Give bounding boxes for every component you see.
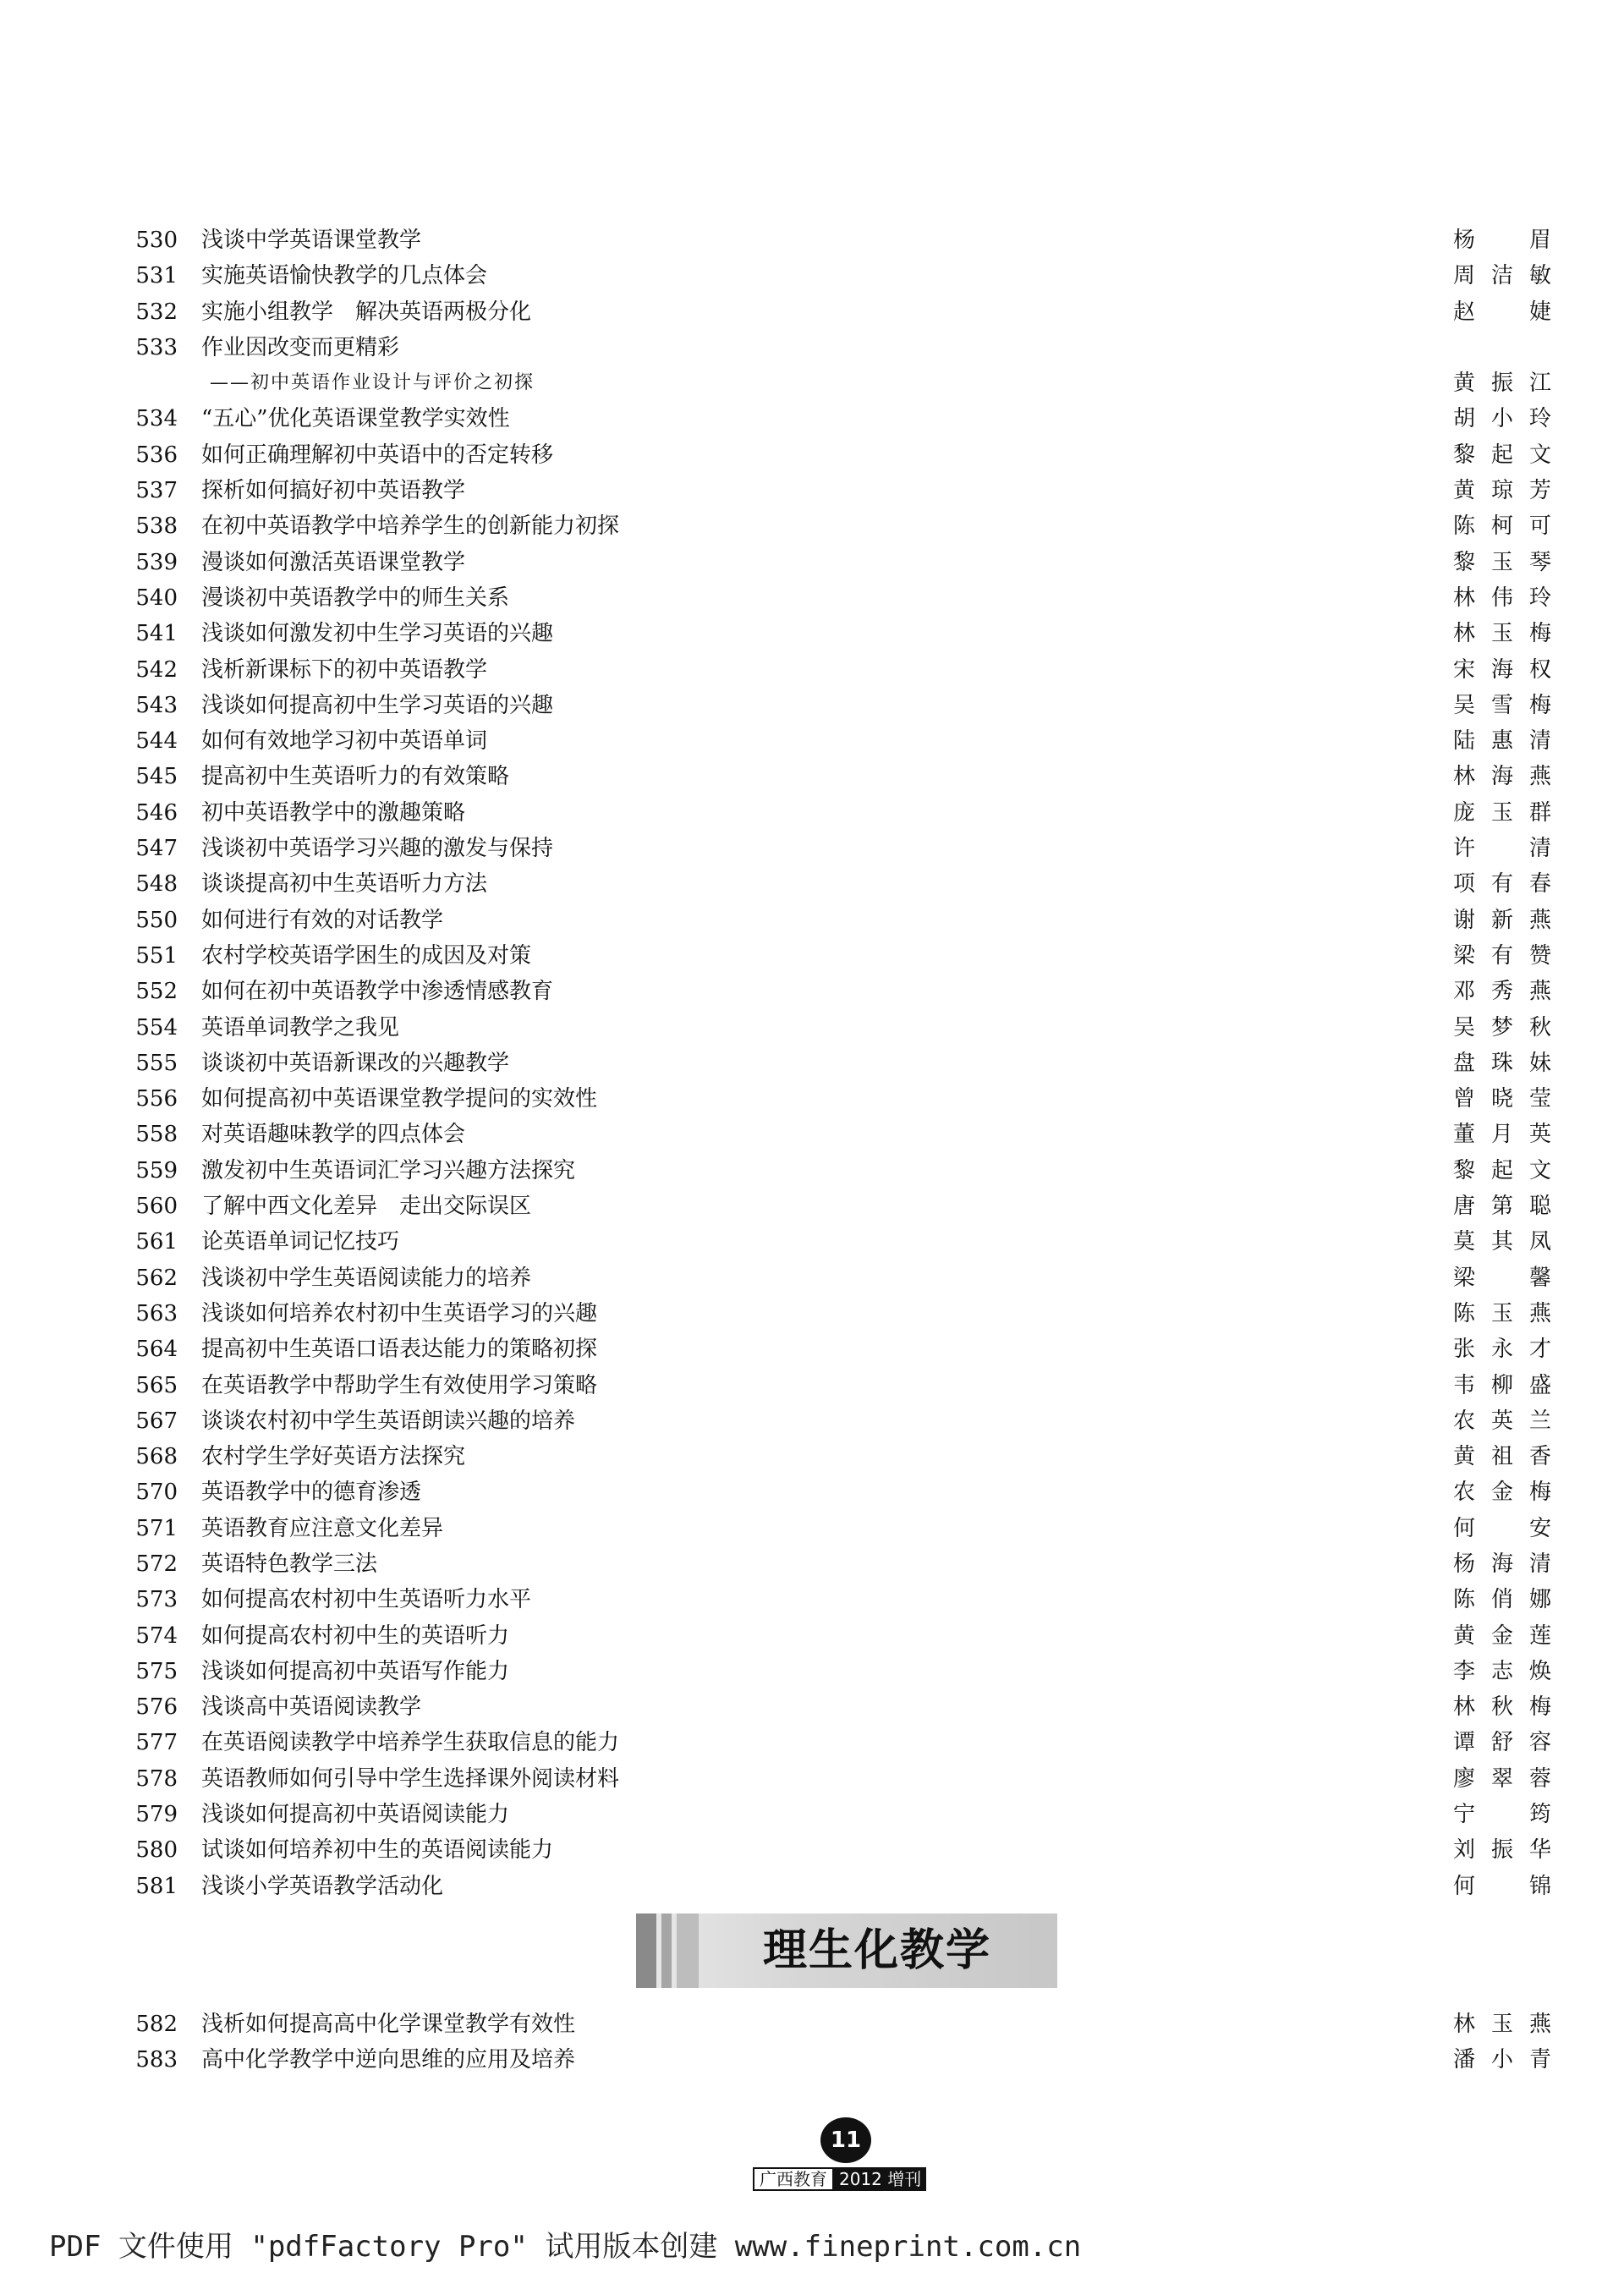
entry-title: 浅谈如何培养农村初中生英语学习的兴趣 bbox=[201, 1300, 598, 1326]
entry-page-number: 562 bbox=[135, 1265, 178, 1291]
toc-entry bbox=[0, 1832, 1624, 1868]
toc-entry bbox=[0, 616, 1624, 651]
entry-page-number: 561 bbox=[135, 1229, 178, 1255]
entry-title: 高中化学教学中逆向思维的应用及培养 bbox=[201, 2047, 576, 2073]
entry-title: 如何在初中英语教学中渗透情感教育 bbox=[201, 979, 554, 1005]
toc-list bbox=[0, 222, 1624, 1904]
entry-author: 项有春 bbox=[1453, 871, 1551, 898]
entry-title: 浅谈初中学生英语阅读能力的培养 bbox=[201, 1265, 532, 1291]
entry-title: 如何提高农村初中生的英语听力 bbox=[201, 1622, 510, 1649]
journal-name: 广西教育 bbox=[753, 2167, 834, 2191]
entry-title: 如何进行有效的对话教学 bbox=[201, 907, 444, 933]
entry-title: 实施小组教学 解决英语两极分化 bbox=[201, 299, 532, 325]
entry-author: 陆惠清 bbox=[1453, 728, 1551, 755]
entry-page-number: 558 bbox=[135, 1122, 178, 1148]
entry-title: 浅谈如何提高初中英语写作能力 bbox=[201, 1658, 510, 1684]
entry-title: 在初中英语教学中培养学生的创新能力初探 bbox=[201, 513, 620, 540]
entry-title: 农村学生学好英语方法探究 bbox=[201, 1444, 466, 1470]
toc-entry bbox=[0, 545, 1624, 580]
toc-entry bbox=[0, 1689, 1624, 1725]
entry-title: 谈谈农村初中学生英语朗读兴趣的培养 bbox=[201, 1408, 576, 1434]
toc-entry bbox=[0, 1546, 1624, 1582]
entry-page-number: 559 bbox=[135, 1157, 178, 1183]
entry-title: 农村学校英语学困生的成因及对策 bbox=[201, 942, 532, 969]
entry-title: 谈谈初中英语新课改的兴趣教学 bbox=[201, 1050, 510, 1076]
entry-author: 林伟玲 bbox=[1453, 585, 1551, 611]
entry-author: 陈玉燕 bbox=[1453, 1300, 1551, 1326]
entry-page-number: 530 bbox=[135, 228, 178, 253]
entry-author: 林玉梅 bbox=[1453, 621, 1551, 647]
entry-page-number: 552 bbox=[135, 979, 178, 1005]
toc-entry bbox=[0, 1153, 1624, 1189]
entry-page-number: 547 bbox=[135, 836, 178, 862]
toc-entry bbox=[0, 1046, 1624, 1081]
entry-page-number: 536 bbox=[135, 442, 178, 468]
entry-page-number: 573 bbox=[135, 1587, 178, 1613]
entry-author: 赵 婕 bbox=[1453, 299, 1551, 325]
entry-author: 曾晓莹 bbox=[1453, 1086, 1551, 1112]
entry-page-number: 534 bbox=[135, 406, 178, 432]
entry-page-number: 577 bbox=[135, 1730, 178, 1756]
entry-page-number: 568 bbox=[135, 1444, 178, 1470]
section-bar-decoration bbox=[677, 1913, 699, 1988]
entry-title: 浅析如何提高高中化学课堂教学有效性 bbox=[201, 2012, 576, 2037]
entry-author: 盘珠妹 bbox=[1453, 1050, 1551, 1076]
entry-page-number: 581 bbox=[135, 1873, 178, 1899]
entry-author: 韦柳盛 bbox=[1453, 1372, 1551, 1398]
entry-author: 杨 眉 bbox=[1453, 228, 1551, 253]
entry-title: 在英语教学中帮助学生有效使用学习策略 bbox=[201, 1372, 598, 1398]
entry-author: 林海燕 bbox=[1453, 764, 1551, 790]
toc-entry bbox=[0, 1618, 1624, 1654]
entry-title: 探析如何搞好初中英语教学 bbox=[201, 478, 466, 504]
entry-title: 英语单词教学之我见 bbox=[201, 1014, 400, 1040]
entry-page-number: 540 bbox=[135, 585, 178, 611]
journal-footer bbox=[753, 2167, 926, 2193]
entry-page-number: 541 bbox=[135, 621, 178, 647]
toc-entry bbox=[0, 723, 1624, 759]
entry-title: 浅谈如何提高初中生学习英语的兴趣 bbox=[201, 692, 554, 718]
toc-entry bbox=[0, 437, 1624, 473]
entry-title: “五心”优化英语课堂教学实效性 bbox=[201, 406, 510, 432]
entry-page-number: 537 bbox=[135, 478, 178, 504]
entry-title: 提高初中生英语口语表达能力的策略初探 bbox=[201, 1337, 598, 1363]
entry-title: 提高初中生英语听力的有效策略 bbox=[201, 764, 510, 790]
entry-title: 英语教师如何引导中学生选择课外阅读材料 bbox=[201, 1765, 620, 1792]
entry-author: 黎起文 bbox=[1453, 442, 1551, 468]
toc-entry bbox=[0, 1761, 1624, 1797]
entry-page-number: 555 bbox=[135, 1050, 178, 1076]
entry-author: 周洁敏 bbox=[1453, 263, 1551, 289]
entry-author: 林玉燕 bbox=[1453, 2012, 1551, 2037]
entry-author: 何 锦 bbox=[1453, 1873, 1551, 1899]
entry-author: 杨海清 bbox=[1453, 1551, 1551, 1577]
entry-title: 浅谈如何激发初中生学习英语的兴趣 bbox=[201, 621, 554, 647]
entry-title: 了解中西文化差异 走出交际误区 bbox=[201, 1194, 532, 1220]
entry-title: 对英语趣味教学的四点体会 bbox=[201, 1122, 466, 1148]
toc-entry bbox=[0, 1260, 1624, 1296]
entry-author: 农英兰 bbox=[1453, 1408, 1551, 1434]
entry-author: 谭舒容 bbox=[1453, 1730, 1551, 1756]
entry-title: 浅析新课标下的初中英语教学 bbox=[201, 656, 488, 683]
toc-entry bbox=[0, 580, 1624, 616]
toc-entry bbox=[0, 365, 1624, 401]
entry-author: 农金梅 bbox=[1453, 1480, 1551, 1506]
entry-page-number: 538 bbox=[135, 513, 178, 540]
entry-page-number: 567 bbox=[135, 1408, 178, 1434]
entry-page-number: 556 bbox=[135, 1086, 178, 1112]
entry-title: 浅谈高中英语阅读教学 bbox=[201, 1694, 422, 1721]
entry-page-number: 571 bbox=[135, 1515, 178, 1541]
entry-page-number: 576 bbox=[135, 1694, 178, 1721]
toc-entry bbox=[0, 1189, 1624, 1224]
entry-title: 实施英语愉快教学的几点体会 bbox=[201, 263, 488, 289]
toc-entry bbox=[0, 1010, 1624, 1046]
entry-author: 黄祖香 bbox=[1453, 1444, 1551, 1470]
toc-entry bbox=[0, 1474, 1624, 1510]
entry-author: 宋海权 bbox=[1453, 656, 1551, 683]
entry-author: 吴雪梅 bbox=[1453, 692, 1551, 718]
toc-entry bbox=[0, 831, 1624, 866]
entry-title: 作业因改变而更精彩 bbox=[201, 334, 400, 360]
entry-author: 刘振华 bbox=[1453, 1837, 1551, 1864]
entry-title: 试谈如何培养初中生的英语阅读能力 bbox=[201, 1837, 554, 1864]
toc-entry bbox=[0, 652, 1624, 688]
journal-issue: 2012 增刊 bbox=[834, 2167, 926, 2191]
toc-entry bbox=[0, 1725, 1624, 1760]
entry-author: 何 安 bbox=[1453, 1515, 1551, 1541]
toc-entry bbox=[0, 1654, 1624, 1689]
entry-author: 张永才 bbox=[1453, 1337, 1551, 1363]
entry-page-number: 546 bbox=[135, 799, 178, 826]
entry-title: 激发初中生英语词汇学习兴趣方法探究 bbox=[201, 1157, 576, 1183]
section-header bbox=[636, 1913, 1057, 1988]
entry-title: 浅谈中学英语课堂教学 bbox=[201, 228, 422, 253]
toc-entry bbox=[0, 222, 1624, 258]
entry-page-number: 551 bbox=[135, 942, 178, 969]
entry-title: 漫谈如何激活英语课堂教学 bbox=[201, 549, 466, 575]
entry-title: 如何提高农村初中生英语听力水平 bbox=[201, 1587, 532, 1613]
entry-author: 黄金莲 bbox=[1453, 1622, 1551, 1649]
entry-title: 浅谈小学英语教学活动化 bbox=[201, 1873, 444, 1899]
toc-entry bbox=[0, 473, 1624, 508]
entry-page-number: 542 bbox=[135, 656, 178, 683]
entry-page-number: 572 bbox=[135, 1551, 178, 1577]
toc-entry bbox=[0, 1511, 1624, 1546]
entry-author: 莫其凤 bbox=[1453, 1229, 1551, 1255]
toc-entry bbox=[0, 1439, 1624, 1474]
entry-author: 潘小青 bbox=[1453, 2047, 1551, 2073]
section-bar-decoration bbox=[636, 1913, 656, 1988]
entry-page-number: 560 bbox=[135, 1194, 178, 1220]
section-bar-decoration bbox=[661, 1913, 672, 1988]
toc-entry bbox=[0, 294, 1624, 330]
entry-author: 董月英 bbox=[1453, 1122, 1551, 1148]
entry-page-number: 543 bbox=[135, 692, 178, 718]
entry-title: 论英语单词记忆技巧 bbox=[201, 1229, 400, 1255]
entry-title: 浅谈如何提高初中英语阅读能力 bbox=[201, 1802, 510, 1828]
entry-title: 谈谈提高初中生英语听力方法 bbox=[201, 871, 488, 898]
entry-author: 黎起文 bbox=[1453, 1157, 1551, 1183]
toc-entry bbox=[0, 1296, 1624, 1331]
toc-entry bbox=[0, 866, 1624, 902]
entry-page-number: 580 bbox=[135, 1837, 178, 1864]
entry-page-number: 533 bbox=[135, 334, 178, 360]
entry-page-number: 539 bbox=[135, 549, 178, 575]
toc-entry bbox=[0, 974, 1624, 1009]
toc-entry bbox=[0, 938, 1624, 974]
toc-entry bbox=[0, 1797, 1624, 1832]
entry-author: 唐第聪 bbox=[1453, 1194, 1551, 1220]
entry-page-number: 583 bbox=[135, 2047, 178, 2073]
entry-page-number: 550 bbox=[135, 907, 178, 933]
entry-page-number: 548 bbox=[135, 871, 178, 898]
entry-page-number: 579 bbox=[135, 1802, 178, 1828]
entry-page-number: 575 bbox=[135, 1658, 178, 1684]
entry-page-number: 565 bbox=[135, 1372, 178, 1398]
entry-page-number: 564 bbox=[135, 1337, 178, 1363]
entry-author: 宁 筠 bbox=[1453, 1802, 1551, 1828]
entry-page-number: 532 bbox=[135, 299, 178, 325]
entry-author: 吴梦秋 bbox=[1453, 1014, 1551, 1040]
entry-title: 如何正确理解初中英语中的否定转移 bbox=[201, 442, 554, 468]
entry-page-number: 574 bbox=[135, 1622, 178, 1649]
entry-page-number: 582 bbox=[135, 2012, 178, 2037]
entry-author: 黄振江 bbox=[1453, 371, 1551, 397]
entry-page-number: 531 bbox=[135, 263, 178, 289]
toc-entry bbox=[0, 688, 1624, 723]
entry-title: 如何提高初中英语课堂教学提问的实效性 bbox=[201, 1086, 598, 1112]
entry-author: 谢新燕 bbox=[1453, 907, 1551, 933]
entry-title: 漫谈初中英语教学中的师生关系 bbox=[201, 585, 510, 611]
toc-entry bbox=[0, 1117, 1624, 1152]
toc-entry bbox=[0, 2042, 1624, 2078]
toc-entry bbox=[0, 2007, 1624, 2042]
toc-entry bbox=[0, 795, 1624, 831]
toc-list-section-2 bbox=[0, 2007, 1624, 2078]
entry-author: 庞玉群 bbox=[1453, 799, 1551, 826]
entry-author: 梁有赞 bbox=[1453, 942, 1551, 969]
entry-author: 黄琼芳 bbox=[1453, 478, 1551, 504]
toc-entry bbox=[0, 508, 1624, 544]
entry-page-number: 554 bbox=[135, 1014, 178, 1040]
entry-page-number: 544 bbox=[135, 728, 178, 755]
entry-author: 邓秀燕 bbox=[1453, 979, 1551, 1005]
section-title: 理生化教学 bbox=[763, 1925, 992, 1976]
watermark: PDF 文件使用 "pdfFactory Pro" 试用版本创建 www.fineprint.com.cn bbox=[49, 2230, 1082, 2264]
entry-title: 如何有效地学习初中英语单词 bbox=[201, 728, 488, 755]
page-number: 11 bbox=[820, 2117, 871, 2163]
entry-page-number: 578 bbox=[135, 1765, 178, 1792]
toc-entry bbox=[0, 330, 1624, 365]
toc-entry bbox=[0, 1368, 1624, 1403]
entry-author: 胡小玲 bbox=[1453, 406, 1551, 432]
toc-entry bbox=[0, 1081, 1624, 1117]
toc-entry bbox=[0, 903, 1624, 938]
entry-page-number: 570 bbox=[135, 1480, 178, 1506]
toc-entry bbox=[0, 1224, 1624, 1260]
toc-entry bbox=[0, 1331, 1624, 1367]
toc-entry bbox=[0, 759, 1624, 794]
entry-page-number: 563 bbox=[135, 1300, 178, 1326]
entry-author: 黎玉琴 bbox=[1453, 549, 1551, 575]
entry-title: 浅谈初中英语学习兴趣的激发与保持 bbox=[201, 836, 554, 862]
entry-title: 初中英语教学中的激趣策略 bbox=[201, 799, 466, 826]
toc-entry bbox=[0, 1403, 1624, 1439]
toc-entry bbox=[0, 401, 1624, 436]
entry-title: 英语特色教学三法 bbox=[201, 1551, 378, 1577]
entry-title: 在英语阅读教学中培养学生获取信息的能力 bbox=[201, 1730, 620, 1756]
entry-author: 李志焕 bbox=[1453, 1658, 1551, 1684]
entry-page-number: 545 bbox=[135, 764, 178, 790]
toc-entry bbox=[0, 1582, 1624, 1617]
entry-author: 梁 馨 bbox=[1453, 1265, 1551, 1291]
entry-author: 林秋梅 bbox=[1453, 1694, 1551, 1721]
entry-author: 廖翠蓉 bbox=[1453, 1765, 1551, 1792]
entry-author: 许 清 bbox=[1453, 836, 1551, 862]
entry-author: 陈俏娜 bbox=[1453, 1587, 1551, 1613]
entry-title: 英语教学中的德育渗透 bbox=[201, 1480, 422, 1506]
toc-entry bbox=[0, 1869, 1624, 1904]
entry-title: 英语教育应注意文化差异 bbox=[201, 1515, 444, 1541]
entry-author: 陈柯可 bbox=[1453, 513, 1551, 540]
toc-entry bbox=[0, 258, 1624, 294]
entry-subtitle: ——初中英语作业设计与评价之初探 bbox=[210, 372, 535, 394]
